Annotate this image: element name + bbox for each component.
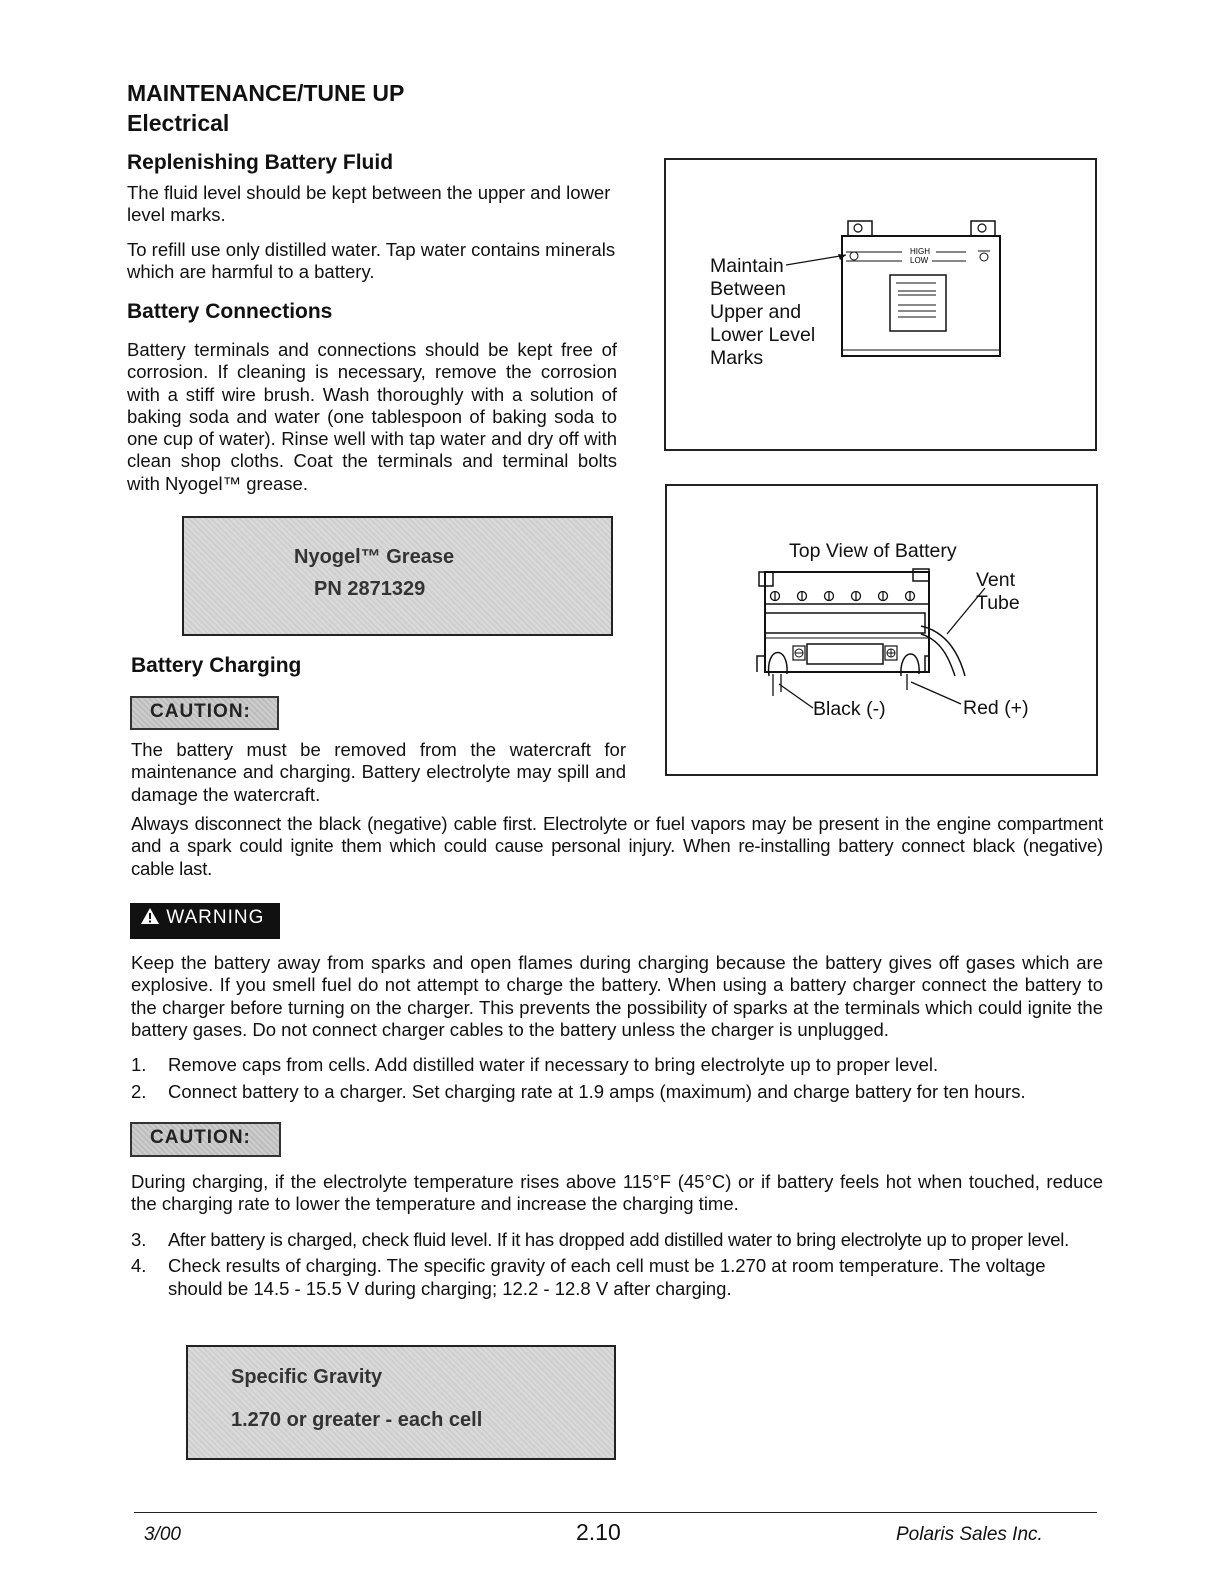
- section-title: MAINTENANCE/TUNE UP: [127, 80, 405, 106]
- footer-page-number: 2.10: [576, 1519, 621, 1545]
- battery-top-illustration: [751, 566, 1001, 716]
- connections-heading: Battery Connections: [127, 300, 333, 323]
- subsection-title: Electrical: [127, 110, 230, 136]
- vent-tube-label: Vent Tube: [976, 569, 1020, 614]
- step-number: 1.: [131, 1054, 147, 1075]
- caution-2-paragraph: During charging, if the electrolyte temperature rises above 115°F (45°C) or if battery feels hot when touched, reduce the charging rate to lower the temperature and increase the charging time.: [131, 1171, 1103, 1215]
- step-number: 3.: [131, 1229, 147, 1250]
- list-item: [131, 1054, 1111, 1076]
- nyogel-label: Nyogel™ Grease: [294, 546, 455, 568]
- step-text: Check results of charging. The specific gravity of each cell must be 1.270 at room temperature. The voltage should be 14.5 - 15.5 V during charging; 12.2 - 12.8 V after charging.: [168, 1255, 1046, 1299]
- top-view-title: Top View of Battery: [789, 540, 957, 562]
- nyogel-callout-box: [182, 516, 613, 636]
- specific-gravity-callout-box: [186, 1345, 616, 1460]
- steps-list-b: [131, 1229, 1103, 1300]
- figure1-label: Maintain Between Upper and Lower Level Marks: [710, 255, 816, 369]
- warning-label: WARNING: [166, 907, 265, 928]
- caution-badge-2: CAUTION:: [130, 1122, 281, 1157]
- footer-date: 3/00: [144, 1524, 181, 1545]
- red-terminal-label: Red (+): [963, 697, 1029, 719]
- footer-company: Polaris Sales Inc.: [896, 1524, 1043, 1545]
- step-text: After battery is charged, check fluid level. If it has dropped add distilled water to bring electrolyte up to proper level.: [168, 1229, 1069, 1250]
- list-item: [131, 1255, 1103, 1300]
- high-mark-label: HIGH: [910, 247, 930, 256]
- list-item: [131, 1081, 1111, 1103]
- step-number: 2.: [131, 1081, 147, 1103]
- replenishing-paragraph-1: The fluid level should be kept between the upper and lower level marks.: [127, 182, 611, 226]
- nyogel-part-number: PN 2871329: [314, 578, 426, 600]
- low-mark-label: LOW: [910, 256, 929, 265]
- replenishing-paragraph-2: To refill use only distilled water. Tap water contains minerals which are harmful to a battery.: [127, 239, 616, 283]
- step-text: Remove caps from cells. Add distilled water if necessary to bring electrolyte up to proper level.: [168, 1054, 939, 1075]
- fluid-level-figure: [664, 158, 1097, 451]
- step-text: Connect battery to a charger. Set charging rate at 1.9 amps (maximum) and charge battery for ten hours.: [168, 1081, 1026, 1103]
- top-view-figure: [665, 484, 1098, 776]
- caution-paragraph: The battery must be removed from the watercraft for maintenance and charging. Battery electrolyte may spill and damage the watercraft.: [131, 739, 626, 805]
- steps-list-a: [131, 1054, 1111, 1104]
- warning-paragraph: Keep the battery away from sparks and open flames during charging because the battery gives off gases which are explosive. If you smell fuel do not attempt to charge the battery. When using a battery charger connect the battery to the charger before turning on the charger. This prevents the possibility of sparks at the terminals which could ignite the battery gases. Do not connect charger cables to the battery unless the charger is unplugged.: [131, 952, 1103, 1040]
- battery-side-illustration: [786, 215, 1016, 365]
- disconnect-paragraph: Always disconnect the black (negative) cable first. Electrolyte or fuel vapors may be present in the engine compartment and a spark could ignite them which could cause personal injury. When re-installing battery connect black (negative) cable last.: [131, 813, 1103, 879]
- charging-heading: Battery Charging: [131, 654, 302, 677]
- warning-badge: [130, 903, 280, 939]
- connections-paragraph: Battery terminals and connections should be kept free of corrosion. If cleaning is necessary, remove the corrosion with a stiff wire brush. Wash thoroughly with a solution of baking soda and water (one tablespoon of baking soda to one cup of water). Rinse well with tap water and dry off with clean shop cloths. Coat the terminals and terminal bolts with Nyogel™ grease.: [127, 339, 617, 494]
- footer-rule: [134, 1512, 1097, 1513]
- specific-gravity-value: 1.270 or greater - each cell: [231, 1409, 483, 1431]
- caution-badge: CAUTION:: [130, 696, 279, 730]
- specific-gravity-label: Specific Gravity: [231, 1366, 383, 1388]
- list-item: [131, 1229, 1103, 1251]
- black-terminal-label: Black (-): [813, 698, 886, 720]
- replenishing-heading: Replenishing Battery Fluid: [127, 151, 394, 174]
- warning-triangle-icon: [140, 907, 160, 925]
- step-number: 4.: [131, 1255, 147, 1277]
